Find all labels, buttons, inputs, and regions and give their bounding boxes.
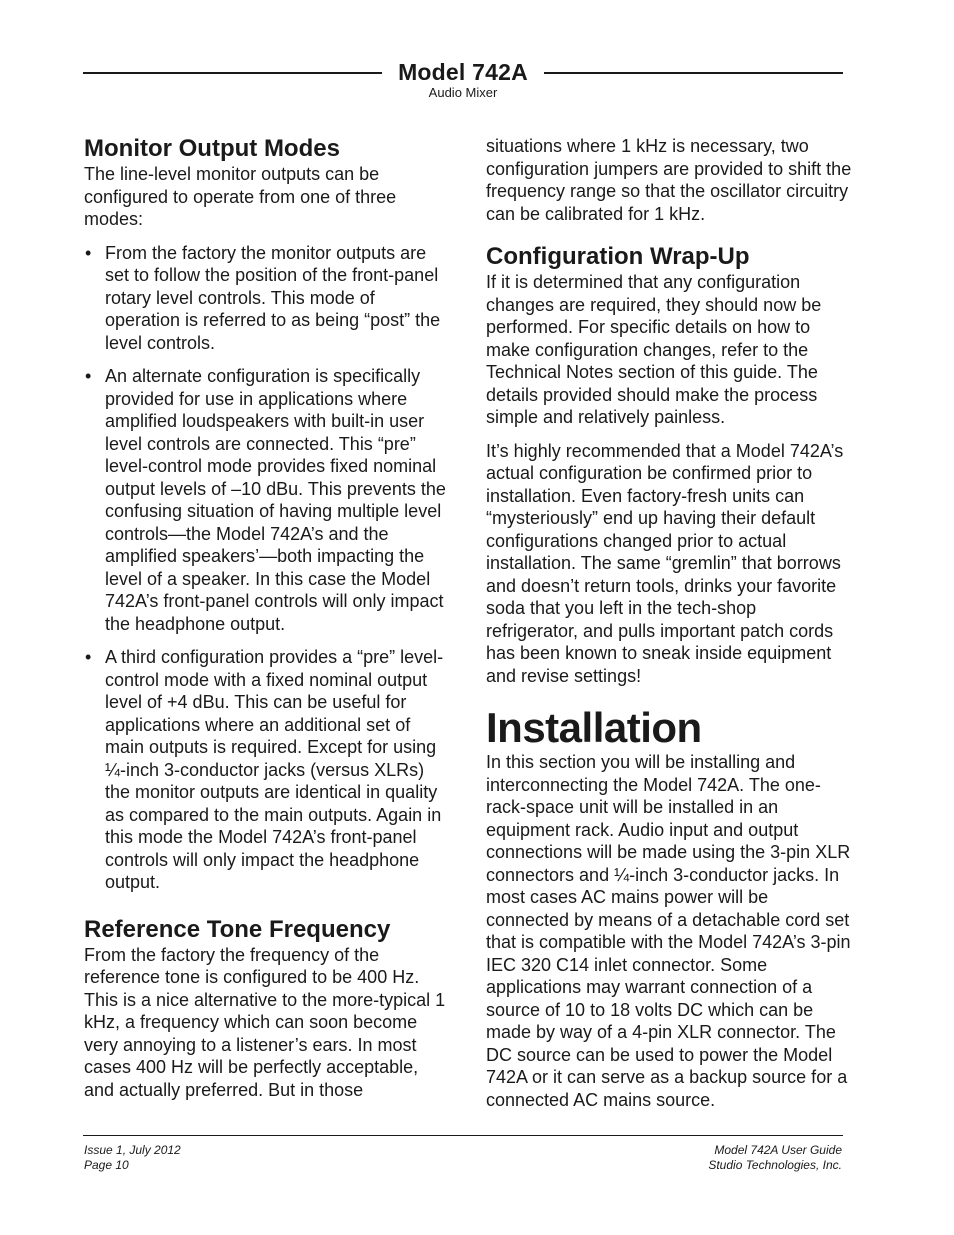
reference-tone-frequency-text: From the factory the frequency of the reference tone is configured to be 400 Hz. This is a nice alternative to the more-typical 1 kHz, a frequency which can soon become very annoying to a listener’s ears. In most cases 400 Hz will be perfectly acceptable, and actually preferred. But in those xyxy=(84,944,446,1100)
list-item xyxy=(84,242,448,355)
page-number: Page 10 xyxy=(84,1158,129,1172)
configuration-wrap-up-paragraph-1: If it is determined that any configuration changes are required, they should now be performed. For specific details on how to make configuration changes, refer to the Technical Notes section of this guide. The details provided should make the process simple and relatively painless. xyxy=(486,272,822,427)
configuration-wrap-up-paragraph-2: It’s highly recommended that a Model 742A’s actual configuration be confirmed prior to installation. Even factory-fresh units can “mysteriously” end up having their default configurations changed prior to actual installation. The same “gremlin” that borrows and doesn’t return tools, drinks your favorite soda that you left in the tech-shop refrigerator, and pulls important patch cords has been known to sneak inside equipment and revise settings! xyxy=(486,440,844,686)
header-rule-left xyxy=(83,72,382,74)
document-subtitle: Audio Mixer xyxy=(428,85,498,100)
installation-text: In this section you will be installing and interconnecting the Model 742A. The one-rack-space unit will be installed in an equipment rack. Audio input and output connections will be made using the 3-pin XLR connectors and ¼-inch 3-conductor jacks. In most cases AC mains power will be connected by means of a detachable cord set that is compatible with the Model 742A’s 3-pin IEC 320 C14 inlet connector. Some applications may warrant connection of a source of 10 to 18 volts DC which can be made by way of a 4-pin XLR connector. The DC source can be used to power the Model 742A or it can serve as a backup source for a connected AC mains source. xyxy=(486,752,851,1110)
footer-rule xyxy=(83,1135,843,1136)
reference-tone-continued-text: situations where 1 kHz is necessary, two configuration jumpers are provided to shift the frequency range so that the oscillator circuitry can be calibrated for 1 kHz. xyxy=(486,136,852,224)
guide-name: Model 742A User Guide xyxy=(714,1143,842,1157)
list-item-text: A third configuration provides a “pre” level-control mode with a fixed nominal output level of +4 dBu. This can be useful for applications where an additional set of main outputs is required. Except for using ¼-inch 3-conductor jacks (versus XLRs) the monitor outputs are identical in quality as compared to the main outputs. Again in this mode the Model 742A’s front-panel controls will only impact the headphone output. xyxy=(105,647,444,892)
monitor-output-modes-intro: The line-level monitor outputs can be configured to operate from one of three modes: xyxy=(84,164,397,229)
reference-tone-frequency-heading: Reference Tone Frequency xyxy=(84,915,391,943)
list-item-text: An alternate configuration is specifically provided for use in applications where amplified loudspeakers with built-in user level controls are connected. This “pre” level-control mode provides fixed nominal output levels of –10 dBu. This prevents the confusing situation of having multiple level controls—the Model 742A’s and the amplified speakers’—both impacting the level of a speaker. In this case the Model 742A’s front-panel controls will only impact the headphone output. xyxy=(105,366,446,634)
bullet-icon: • xyxy=(85,366,92,386)
right-column xyxy=(486,135,852,1111)
list-item xyxy=(84,365,448,635)
configuration-wrap-up-heading: Configuration Wrap-Up xyxy=(486,243,750,270)
document-title: Model 742A xyxy=(398,59,528,85)
left-column xyxy=(84,135,448,1101)
installation-heading: Installation xyxy=(486,704,702,751)
monitor-output-modes-heading: Monitor Output Modes xyxy=(84,135,340,162)
list-item-text: From the factory the monitor outputs are set to follow the position of the front-panel rotary level controls. This mode of operation is referred to as being “post” the level controls. xyxy=(105,242,441,353)
bullet-icon: • xyxy=(85,242,92,263)
bullet-icon: • xyxy=(85,647,92,667)
header-rule-right xyxy=(544,72,843,74)
issue-date: Issue 1, July 2012 xyxy=(84,1143,181,1157)
company-name: Studio Technologies, Inc. xyxy=(708,1158,842,1172)
footer-right xyxy=(708,1143,842,1173)
list-item xyxy=(84,646,448,894)
monitor-modes-list xyxy=(84,242,448,894)
footer-left xyxy=(84,1143,181,1173)
